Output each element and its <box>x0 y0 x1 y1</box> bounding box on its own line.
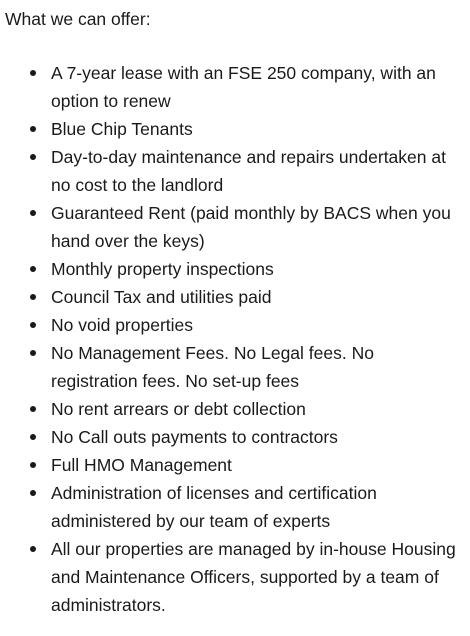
bullet-icon <box>30 462 36 468</box>
offer-section <box>5 5 465 619</box>
bullet-icon <box>30 154 36 160</box>
bullet-icon <box>30 490 36 496</box>
list-item <box>5 115 465 143</box>
bullet-icon <box>30 406 36 412</box>
bullet-icon <box>30 126 36 132</box>
list-item-text: Guaranteed Rent (paid monthly by BACS when you hand over the keys) <box>51 203 451 251</box>
bullet-icon <box>30 210 36 216</box>
list-item <box>5 199 465 255</box>
list-item <box>5 255 465 283</box>
list-item-text: No void properties <box>51 315 194 335</box>
list-item <box>5 451 465 479</box>
list-item <box>5 535 465 619</box>
bullet-icon <box>30 70 36 76</box>
offers-list <box>5 59 465 619</box>
list-item-text: Monthly property inspections <box>51 259 274 279</box>
bullet-icon <box>30 434 36 440</box>
list-item-text: No Management Fees. No Legal fees. No registration fees. No set-up fees <box>51 343 374 391</box>
list-item <box>5 479 465 535</box>
bullet-icon <box>30 266 36 272</box>
bullet-icon <box>30 546 36 552</box>
list-item-text: No Call outs payments to contractors <box>51 427 338 447</box>
list-item <box>5 311 465 339</box>
list-item <box>5 59 465 115</box>
list-item-text: A 7-year lease with an FSE 250 company, with an option to renew <box>51 63 436 111</box>
section-heading: What we can offer: <box>5 9 151 29</box>
list-item-text: Full HMO Management <box>51 455 232 475</box>
list-item <box>5 395 465 423</box>
list-item <box>5 339 465 395</box>
list-item-text: Council Tax and utilities paid <box>51 287 272 307</box>
list-item <box>5 143 465 199</box>
list-item-text: No rent arrears or debt collection <box>51 399 306 419</box>
bullet-icon <box>30 294 36 300</box>
list-item-text: Blue Chip Tenants <box>51 119 193 139</box>
list-item <box>5 423 465 451</box>
list-item <box>5 283 465 311</box>
list-item-text: Day-to-day maintenance and repairs undertaken at no cost to the landlord <box>51 147 446 195</box>
list-item-text: Administration of licenses and certification administered by our team of experts <box>51 483 377 531</box>
list-item-text: All our properties are managed by in-house Housing and Maintenance Officers, supported by a team of administrators. <box>51 539 456 615</box>
bullet-icon <box>30 322 36 328</box>
bullet-icon <box>30 350 36 356</box>
